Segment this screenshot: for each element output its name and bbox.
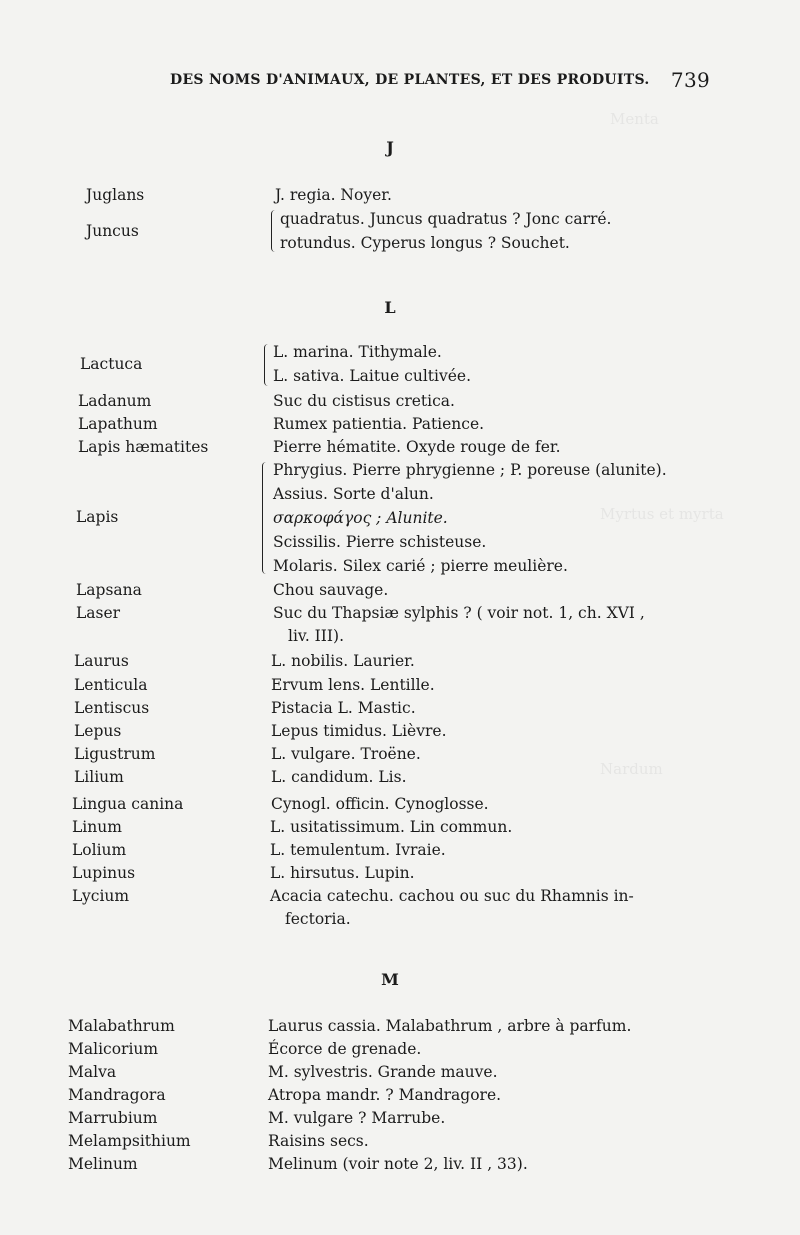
entry-definition: L. hirsutus. Lupin. (270, 864, 415, 882)
entry-term: Lapis (76, 508, 119, 526)
entry-term: Lycium (72, 887, 130, 905)
entry-definition: L. usitatissimum. Lin commun. (270, 818, 513, 836)
entry-term: Ligustrum (74, 745, 156, 763)
entry-term: Lingua canina (72, 795, 184, 813)
entry-term: Lapathum (78, 415, 158, 433)
entry-term: Linum (72, 818, 122, 836)
entry-term: Laser (76, 604, 121, 622)
entry-term: Lentiscus (74, 699, 150, 717)
entry-term: Malva (68, 1063, 117, 1081)
entry-definition: L. sativa. Laitue cultivée. (273, 367, 472, 385)
entry-term: Marrubium (68, 1109, 158, 1127)
section-letter-m: M (381, 970, 399, 989)
page-number: 739 (670, 68, 710, 92)
entry-definition: Melinum (voir note 2, liv. II , 33). (268, 1155, 528, 1173)
entry-definition: Acacia catechu. cachou ou suc du Rhamnis in- (270, 887, 634, 905)
entry-term: Juglans (86, 186, 145, 204)
show-through-text: Nardum (600, 760, 663, 778)
entry-definition: Pistacia L. Mastic. (271, 699, 416, 717)
entry-definition: rotundus. Cyperus longus ? Souchet. (280, 234, 570, 252)
entry-definition: σαρκοφάγος ; Alunite. (273, 509, 448, 527)
entry-definition: Assius. Sorte d'alun. (273, 485, 434, 503)
brace (271, 210, 276, 252)
entry-definition: Laurus cassia. Malabathrum , arbre à parfum. (268, 1017, 632, 1035)
entry-term: Lolium (72, 841, 127, 859)
entry-definition: Molaris. Silex carié ; pierre meulière. (273, 557, 568, 575)
entry-definition: L. nobilis. Laurier. (271, 652, 415, 670)
entry-definition: Rumex patientia. Patience. (273, 415, 485, 433)
section-letter-j: J (386, 138, 394, 157)
entry-term: Lupinus (72, 864, 136, 882)
entry-term: Lactuca (80, 355, 143, 373)
entry-definition: Écorce de grenade. (268, 1040, 422, 1058)
entry-definition: L. candidum. Lis. (271, 768, 407, 786)
entry-term: Laurus (74, 652, 129, 670)
show-through-text: Myrtus et myrta (600, 505, 724, 523)
entry-term: Lepus (74, 722, 122, 740)
running-title: DES NOMS D'ANIMAUX, DE PLANTES, ET DES PRODUITS. (170, 72, 650, 88)
entry-definition: Chou sauvage. (273, 581, 389, 599)
entry-term: Melampsithium (68, 1132, 191, 1150)
entry-definition: Atropa mandr. ? Mandragore. (268, 1086, 502, 1104)
entry-term: Ladanum (78, 392, 152, 410)
entry-definition: Ervum lens. Lentille. (271, 676, 435, 694)
brace (262, 462, 268, 574)
entry-definition: Raisins secs. (268, 1132, 369, 1150)
entry-definition: L. marina. Tithymale. (273, 343, 442, 361)
entry-definition: liv. III). (288, 627, 345, 645)
entry-term: Lenticula (74, 676, 148, 694)
entry-term: Lilium (74, 768, 124, 786)
entry-definition: Suc du Thapsiæ sylphis ? ( voir not. 1, ch. XVI , (273, 604, 645, 622)
entry-term: Lapis hæmatites (78, 438, 209, 456)
entry-term: Malicorium (68, 1040, 159, 1058)
entry-term: Melinum (68, 1155, 138, 1173)
entry-definition: L. temulentum. Ivraie. (270, 841, 446, 859)
entry-definition: Scissilis. Pierre schisteuse. (273, 533, 487, 551)
entry-definition: fectoria. (285, 910, 351, 928)
entry-definition: J. regia. Noyer. (275, 186, 392, 204)
entry-definition: Cynogl. officin. Cynoglosse. (271, 795, 489, 813)
entry-term: Juncus (86, 222, 139, 240)
entry-definition: M. sylvestris. Grande mauve. (268, 1063, 498, 1081)
entry-term: Malabathrum (68, 1017, 175, 1035)
entry-definition: Suc du cistisus cretica. (273, 392, 455, 410)
entry-definition: Phrygius. Pierre phrygienne ; P. poreuse (alunite). (273, 461, 667, 479)
show-through-text: Menta (610, 110, 659, 128)
entry-definition: M. vulgare ? Marrube. (268, 1109, 446, 1127)
entry-term: Lapsana (76, 581, 142, 599)
entry-definition: Lepus timidus. Lièvre. (271, 722, 447, 740)
section-letter-l: L (384, 298, 396, 317)
brace (264, 344, 269, 386)
entry-definition: quadratus. Juncus quadratus ? Jonc carré. (280, 210, 612, 228)
entry-definition: L. vulgare. Troëne. (271, 745, 421, 763)
entry-definition: Pierre hématite. Oxyde rouge de fer. (273, 438, 561, 456)
entry-term: Mandragora (68, 1086, 166, 1104)
